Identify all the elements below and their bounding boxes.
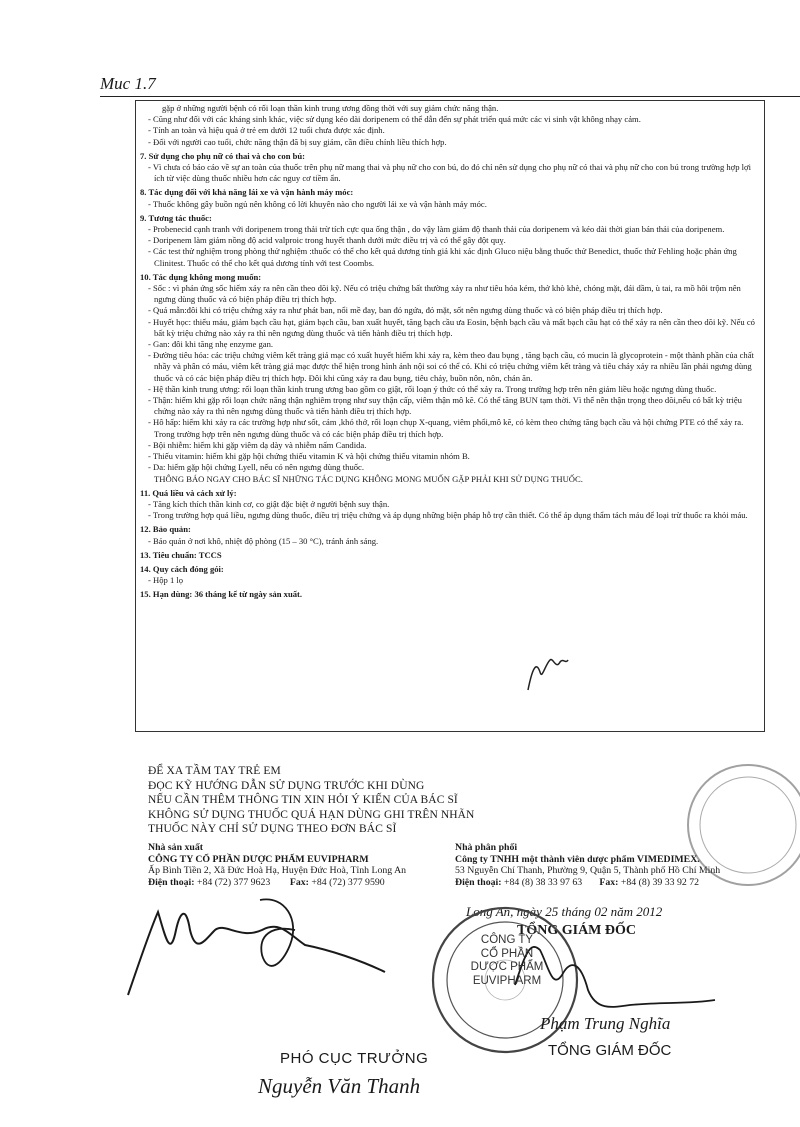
section-line: - Hộp 1 lọ bbox=[148, 575, 184, 586]
caution-line: NẾU CẦN THÊM THÔNG TIN XIN HỎI Ý KIẾN CỦA BÁC SĨ bbox=[148, 794, 458, 806]
section-title: 13. Tiêu chuẩn: TCCS bbox=[140, 549, 222, 560]
director-name: Phạm Trung Nghĩa bbox=[540, 1014, 671, 1033]
section-line: - Bảo quản ở nơi khô, nhiệt độ phòng (15 – 30 °C), tránh ánh sáng. bbox=[148, 535, 379, 546]
side-stamp-icon bbox=[688, 765, 800, 885]
caution-line: ĐỂ XA TẦM TAY TRẺ EM bbox=[148, 765, 281, 777]
caution-line: ĐỌC KỸ HƯỚNG DẪN SỬ DỤNG TRƯỚC KHI DÙNG bbox=[148, 779, 425, 792]
section-line: - Trong trường hợp quá liều, ngưng dùng thuốc, điều trị triệu chứng và áp dụng những biện pháp hỗ trợ cần thiết. Có thể áp dụng thẩm tách máu để loại trừ thuốc ra khỏi máu. bbox=[148, 510, 748, 521]
deputy-name: Nguyễn Văn Thanh bbox=[258, 1074, 421, 1098]
company-stamp-text bbox=[462, 934, 552, 988]
section-title: 7. Sử dụng cho phụ nữ có thai và cho con bú: bbox=[140, 150, 306, 161]
stamp-line: CÔNG TY bbox=[480, 934, 534, 946]
caution-line: THUỐC NÀY CHỈ SỬ DỤNG THEO ĐƠN BÁC SĨ bbox=[148, 823, 397, 835]
section-line: - Đối với người cao tuổi, chức năng thận đã bị suy giảm, cần điều chỉnh liều thích hợp. bbox=[148, 136, 447, 147]
section-title: 8. Tác dụng đối với khả năng lái xe và vận hành máy móc: bbox=[140, 187, 354, 198]
section-line: - Doripenem làm giảm nồng độ acid valproic trong huyết thanh dưới mức điều trị và có thể gây đột quỵ. bbox=[148, 235, 506, 246]
deputy-signature-icon bbox=[128, 912, 385, 995]
stamp-line: DƯỢC PHẨM bbox=[470, 961, 544, 973]
initials-signature-icon bbox=[528, 660, 568, 690]
section-title: 11. Quá liều và cách xử lý: bbox=[140, 487, 237, 498]
deputy-title: PHÓ CỤC TRƯỞNG bbox=[280, 1050, 429, 1067]
stamp-line: EUVIPHARM bbox=[472, 974, 542, 987]
section-title: 10. Tác dụng không mong muốn: bbox=[140, 271, 262, 282]
section-line: - Vì chưa có báo cáo về sự an toàn của thuốc trên phụ nữ mang thai và phụ nữ cho con bú, do đó chỉ nên sử dụng cho phụ nữ có thai và phụ nữ cho con bú trong trường hợp lợi ích từ việc dùng thuốc nhiều hơn các nguy cơ tiềm ẩn. bbox=[148, 162, 751, 184]
manufacturer-fax: +84 (72) 377 9590 bbox=[311, 876, 385, 888]
section-line: - Thận: hiếm khi gặp rối loạn chức năng thận nghiêm trọng như suy thận cấp, viêm thận mô kẽ. Có thể tăng BUN tạm thời. Vì thế nên thận trọng theo dõi,nếu có bất kỳ triệu chứng nào xảy ra thì nên ngưng dùng thuốc và tiến hành điều trị thích hợp. bbox=[148, 395, 742, 417]
section-line: - Tính an toàn và hiệu quả ở trẻ em dưới 12 tuổi chưa được xác định. bbox=[148, 125, 385, 136]
caution-line: KHÔNG SỬ DỤNG THUỐC QUÁ HẠN DÙNG GHI TRÊN NHÃN bbox=[148, 808, 475, 821]
distributor-fax-label: Fax: bbox=[599, 876, 619, 888]
page-header-title: Muc 1.7 bbox=[100, 74, 156, 93]
director-title: TỔNG GIÁM ĐỐC bbox=[517, 923, 636, 938]
section-line: THÔNG BÁO NGAY CHO BÁC SĨ NHỮNG TÁC DỤNG KHÔNG MONG MUỐN GẶP PHẢI KHI SỬ DỤNG THUỐC. bbox=[154, 473, 583, 484]
manufacturer-fax-label: Fax: bbox=[289, 876, 309, 888]
section-line: - Huyết học: thiếu máu, giảm bạch cầu hạt, giảm bạch cầu, ban xuất huyết, tăng bạch cầu ưa Eosin, bệnh bạch cầu và mất bạch cầu hạt có thể xảy ra nên cần theo dõi kỹ. Nếu có bất kỳ triệu chứng nào xảy ra thì nên ngưng dùng thuốc và tiến hành điều trị thích hợp. bbox=[148, 316, 755, 338]
distributor-phone-label: Điện thoại: bbox=[455, 876, 502, 888]
director-title-bottom: TỔNG GIÁM ĐỐC bbox=[548, 1042, 672, 1059]
section-line: - Tăng kích thích thần kinh cơ, co giật đặc biệt ở người bệnh suy thận. bbox=[148, 498, 390, 509]
sign-date: Long An, ngày 25 tháng 02 năm 2012 bbox=[466, 904, 663, 919]
manufacturer-phone: +84 (72) 377 9623 bbox=[197, 876, 271, 888]
section-line: - Thiếu vitamin: hiếm khi gặp hội chứng thiếu vitamin K và hội chứng thiếu vitamin nhóm B. bbox=[148, 451, 470, 462]
section-line: - Các test thử nghiệm trong phòng thử nghiệm :thuốc có thể cho kết quả dương tính giả khi xác định Gluco niệu bằng thuốc thử Benedict, thuốc thử Fehling hoặc phản ứng Clinitest. Thuốc có thể cho kết quả dương tính với test Coombs. bbox=[148, 246, 737, 268]
distributor-address: 53 Nguyễn Chí Thanh, Phường 9, Quận 5, Thành phố Hồ Chí Minh bbox=[455, 865, 721, 876]
section-title: 9. Tương tác thuốc: bbox=[140, 212, 212, 223]
section-line: - Sốc : vì phản ứng sốc hiếm xảy ra nên cần theo dõi kỹ. Nếu có triệu chứng bất thường xảy ra như tiêu hóa kém, thở khò khè, chóng mặt, đái dầm, ù tai, ra mồ hôi trộm nên ngưng dùng thuốc và có biện pháp điều trị thích hợp. bbox=[148, 283, 741, 305]
section-line: - Probenecid cạnh tranh với doripenem trong thải trừ tích cực qua ống thận , do vậy làm giảm độ thanh thải của doripenem và kéo dài thời gian bán thải của doripenem. bbox=[148, 224, 725, 235]
manufacturer-name: CÔNG TY CỔ PHẦN DƯỢC PHẨM EUVIPHARM bbox=[148, 853, 369, 865]
manufacturer-label: Nhà sản xuất bbox=[148, 842, 203, 853]
section-line: - Da: hiếm gặp hội chứng Lyell, nếu có nên ngưng dùng thuốc. bbox=[148, 462, 364, 473]
section-line: - Đường tiêu hóa: các triệu chứng viêm kết tràng giả mạc có xuất huyết hiếm khi xảy ra, kèm theo đau bụng , tăng bạch cầu, có mucin là glycoprotein - một thành phần của chất nhầy và phân có máu, viêm kết tràng giả mạc được thể hiện trong hình ảnh nội soi có thể có. Khi có triệu chứng viêm kết tràng và tiêu chảy xảy ra nhiều lần phải ngưng dùng thuốc và có các biện pháp điều trị thích hợp. Đôi khi cũng xảy ra đau bụng, tiêu chảy, buồn nôn, nôn, chán ăn. bbox=[148, 350, 754, 383]
section-line: - Bội nhiễm: hiếm khi gặp viêm dạ dày và nhiễm nấm Candida. bbox=[148, 439, 367, 450]
section-line: - Thuốc không gây buồn ngủ nên không có lời khuyên nào cho người lái xe và vận hành máy móc. bbox=[148, 198, 487, 209]
stamp-line: CỔ PHẦN bbox=[480, 947, 534, 960]
distributor-phone: +84 (8) 38 33 97 63 bbox=[504, 876, 583, 888]
distributor-name: Công ty TNHH một thành viên dược phẩm VIMEDIMEX. bbox=[455, 853, 700, 865]
section-line: - Hệ thần kinh trung ương: rối loạn thần kinh trung ương bao gồm co giật, rối loạn ý thức có thể xảy ra. Trong trường hợp trên nên giảm liều hoặc ngưng dùng thuốc. bbox=[148, 383, 717, 394]
manufacturer-address: Ấp Bình Tiền 2, Xã Đức Hoà Hạ, Huyện Đức Hoà, Tỉnh Long An bbox=[148, 865, 407, 876]
section-line: - Hô hấp: hiếm khi xảy ra các trường hợp như sốt, cảm ,khó thở, rối loạn chụp X-quang, viêm phổi,mô kẽ, có kèm theo chứng tăng bạch cầu và hội chứng PTE có thể xảy ra. Trong trường hợp trên nên ngưng dùng thuốc và có các biện pháp điều trị thích hợp. bbox=[148, 417, 744, 439]
section-title: 15. Hạn dùng: 36 tháng kể từ ngày sản xuất. bbox=[140, 589, 303, 600]
section-line: - Gan: đôi khi tăng nhẹ enzyme gan. bbox=[148, 339, 274, 350]
distributor-fax: +84 (8) 39 33 92 72 bbox=[620, 876, 700, 888]
section-line: gặp ở những người bệnh có rối loạn thần kinh trung ương đồng thời với suy giảm chức năng thận. bbox=[162, 103, 499, 113]
section-title: 12. Bảo quản: bbox=[140, 524, 191, 535]
manufacturer-phone-label: Điện thoại: bbox=[148, 876, 195, 888]
section-line: - Cũng như đối với các kháng sinh khác, việc sử dụng kéo dài doripenem có thể dẫn đến sự phát triển quá mức các vi sinh vật không nhạy cảm. bbox=[148, 114, 641, 125]
section-line: - Quá mẫn:đôi khi có triệu chứng xảy ra như phát ban, nổi mề đay, ban đỏ ngứa, đỏ mặt, sốt nên ngưng dùng thuốc và có biện pháp điều trị thích hợp. bbox=[148, 305, 663, 316]
section-title: 14. Quy cách đóng gói: bbox=[140, 563, 224, 574]
distributor-label: Nhà phân phối bbox=[455, 842, 518, 853]
